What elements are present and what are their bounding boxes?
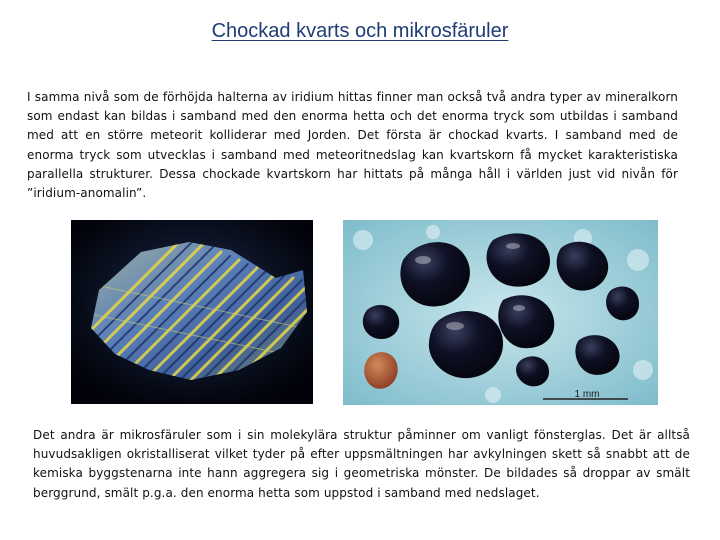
paragraph-shocked-quartz: I samma nivå som de förhöjda halterna av iridium hittas finner man också två andra typer av mineralkorn som endast kan bildas i samband med den enorma hetta och det enorma tryck som utbildas i samband med att en större meteorit kolliderar med Jorden. Det första är chockad kvarts. I samband med de enorma tryck som utvecklas i samband med meteoritnedslag kan kvartskorn få mycket karakteristiska parallella strukturer. Dessa chockade kvartskorn har hittats på många håll i världen just vid nivån för ”iridium-anomalin”. [27,90,678,201]
paragraph-microspherules: Det andra är mikrosfäruler som i sin molekylära struktur påminner om vanligt fönsterglas. Det är alltså huvudsakligen okristalliserat vilket tyder på efter uppsmältningen har avkylningen skett så snabbt att de kemiska byggstenarna inte hann aggregera sig i geometriska mönster. De bildades så droppar av smält berggrund, smält p.g.a. den enorma hetta som uppstod i samband med nedslaget. [33,428,690,500]
microspherules-photo-icon [343,220,658,405]
shocked-quartz-image [71,220,313,404]
microspherules-image [343,220,658,405]
slide-title: Chockad kvarts och mikrosfäruler [211,20,509,42]
scale-bar-label: 1 mm [574,389,600,400]
shocked-quartz-micrograph-icon [71,220,313,404]
